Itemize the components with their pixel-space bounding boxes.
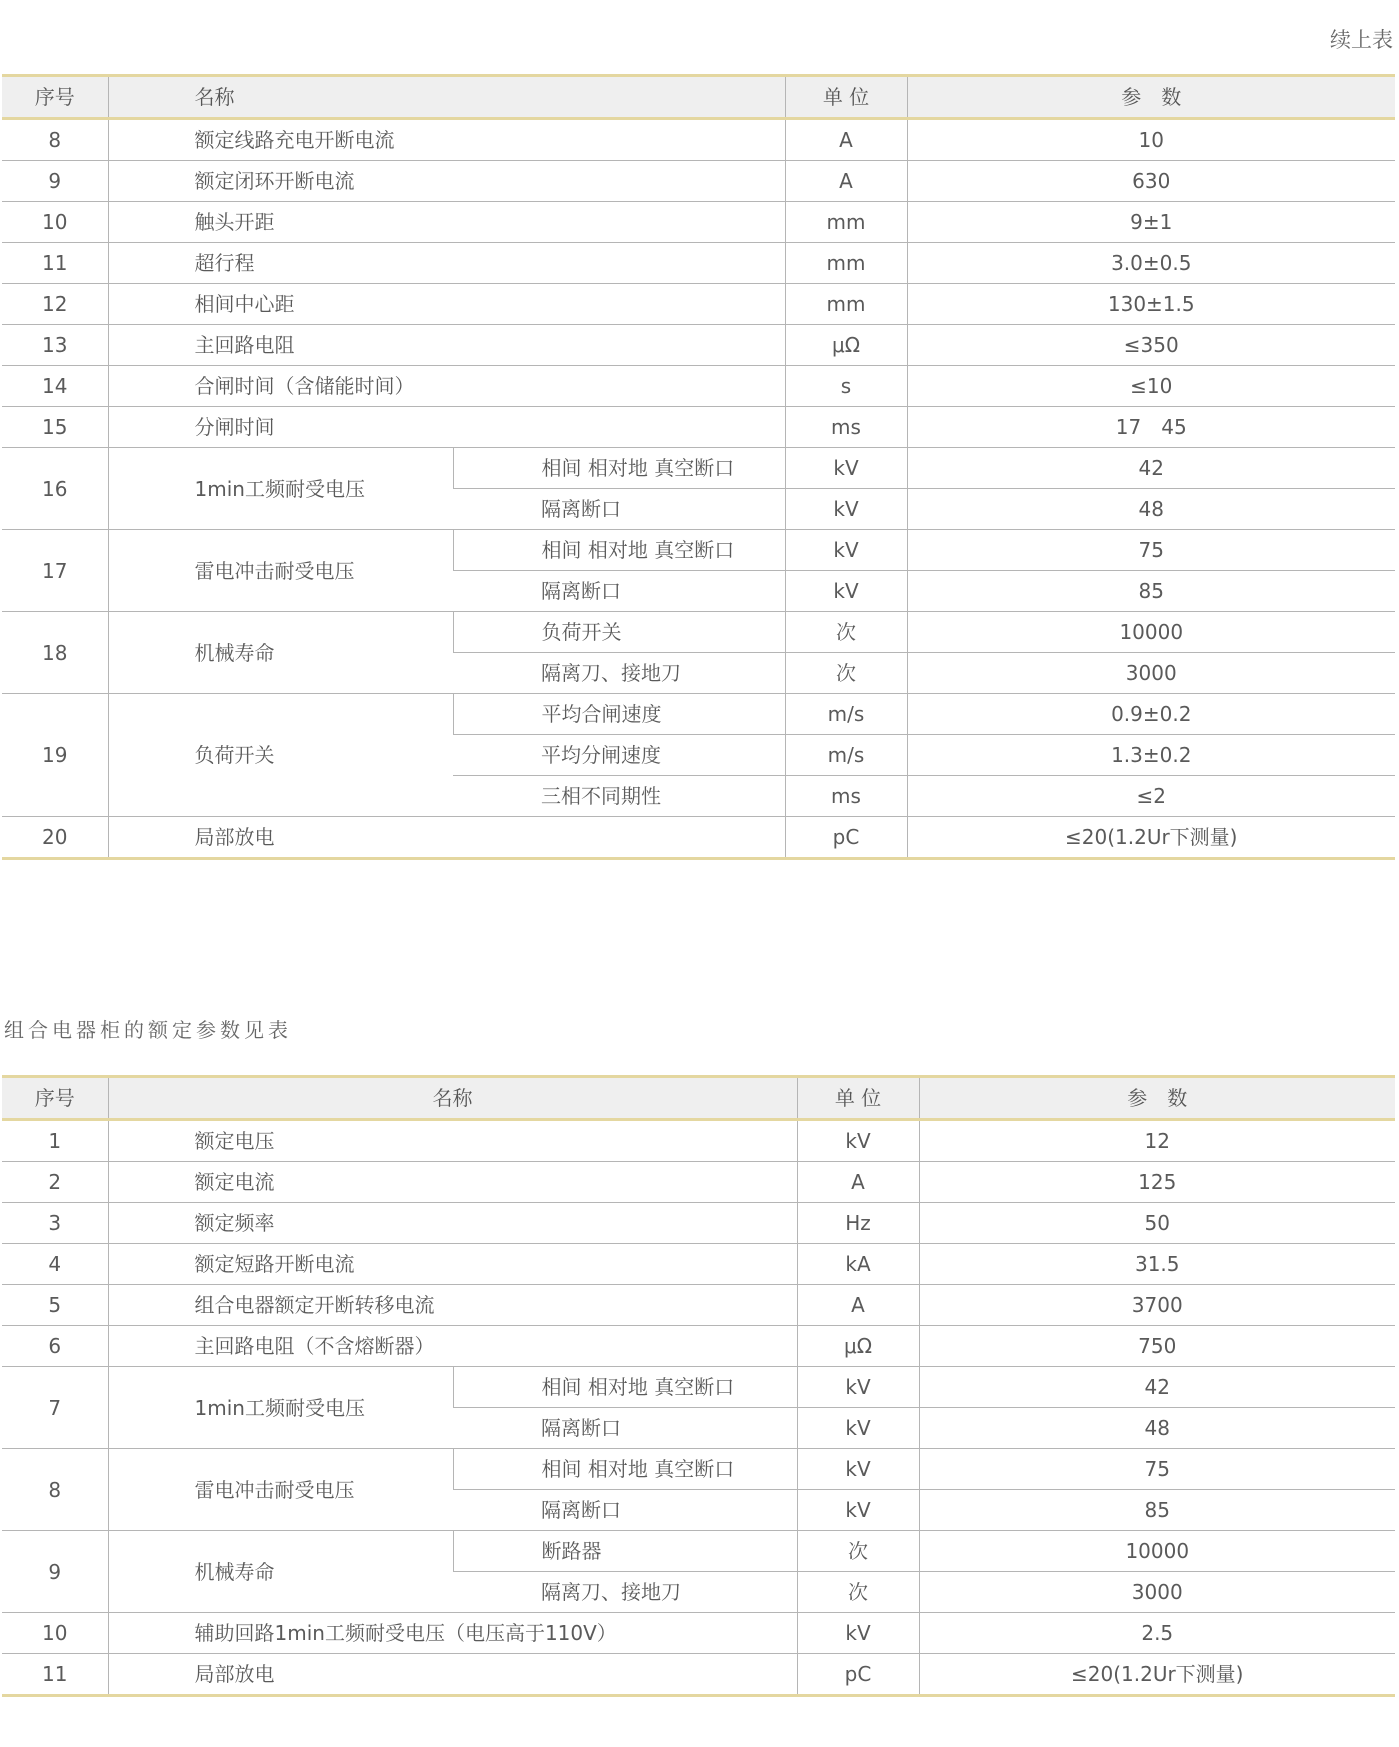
row-value: 31.5 <box>919 1244 1395 1285</box>
row-name: 雷电冲击耐受电压 <box>108 530 453 612</box>
table-row <box>2 284 1395 325</box>
row-sub: 隔离刀、接地刀 <box>453 1572 797 1613</box>
row-value: 48 <box>907 489 1395 530</box>
header-unit: 单 位 <box>797 1077 919 1120</box>
table-header-row <box>2 76 1395 119</box>
table-row <box>2 407 1395 448</box>
row-sub: 相间 相对地 真空断口 <box>453 448 785 489</box>
row-no: 19 <box>2 694 108 817</box>
table-caption: 组合电器柜的额定参数见表 <box>4 1018 292 1042</box>
row-unit: kV <box>785 448 907 489</box>
row-name: 超行程 <box>108 243 785 284</box>
row-no: 5 <box>2 1285 108 1326</box>
row-unit: kV <box>785 571 907 612</box>
row-no: 3 <box>2 1203 108 1244</box>
row-sub: 相间 相对地 真空断口 <box>453 530 785 571</box>
row-no: 9 <box>2 1531 108 1613</box>
row-unit: ms <box>785 776 907 817</box>
row-unit: 次 <box>797 1572 919 1613</box>
row-no: 15 <box>2 407 108 448</box>
row-name: 额定短路开断电流 <box>108 1244 797 1285</box>
row-value: 2.5 <box>919 1613 1395 1654</box>
parameter-table-continued <box>2 74 1395 860</box>
row-value: ≤2 <box>907 776 1395 817</box>
row-unit: kV <box>785 530 907 571</box>
table-row <box>2 1531 1395 1572</box>
continued-label: 续上表 <box>1330 28 1393 52</box>
row-name: 额定电流 <box>108 1162 797 1203</box>
row-no: 20 <box>2 817 108 859</box>
row-no: 8 <box>2 119 108 161</box>
row-no: 12 <box>2 284 108 325</box>
row-no: 18 <box>2 612 108 694</box>
row-no: 16 <box>2 448 108 530</box>
row-unit: kV <box>797 1408 919 1449</box>
row-name: 辅助回路1min工频耐受电压（电压高于110V） <box>108 1613 797 1654</box>
row-name: 分闸时间 <box>108 407 785 448</box>
table-row <box>2 1285 1395 1326</box>
row-unit: A <box>785 161 907 202</box>
row-name: 1min工频耐受电压 <box>108 448 453 530</box>
row-sub: 平均合闸速度 <box>453 694 785 735</box>
row-value: 3.0±0.5 <box>907 243 1395 284</box>
row-value: 12 <box>919 1120 1395 1162</box>
table-row <box>2 119 1395 161</box>
row-unit: kV <box>797 1613 919 1654</box>
row-no: 6 <box>2 1326 108 1367</box>
row-value: 10000 <box>907 612 1395 653</box>
row-sub: 隔离刀、接地刀 <box>453 653 785 694</box>
row-value: 85 <box>907 571 1395 612</box>
row-value: 130±1.5 <box>907 284 1395 325</box>
table-row <box>2 243 1395 284</box>
table-row <box>2 366 1395 407</box>
row-value: ≤20(1.2Ur下测量) <box>919 1654 1395 1696</box>
header-value: 参 数 <box>907 76 1395 119</box>
row-name: 主回路电阻（不含熔断器） <box>108 1326 797 1367</box>
row-no: 7 <box>2 1367 108 1449</box>
row-unit: μΩ <box>797 1326 919 1367</box>
row-sub: 断路器 <box>453 1531 797 1572</box>
row-name: 负荷开关 <box>108 694 453 817</box>
header-value: 参 数 <box>919 1077 1395 1120</box>
row-unit: m/s <box>785 735 907 776</box>
header-no: 序号 <box>2 76 108 119</box>
row-name: 触头开距 <box>108 202 785 243</box>
row-no: 9 <box>2 161 108 202</box>
header-name: 名称 <box>108 76 785 119</box>
row-value: 9±1 <box>907 202 1395 243</box>
row-value: 17 45 <box>907 407 1395 448</box>
row-name: 局部放电 <box>108 817 785 859</box>
row-unit: 次 <box>797 1531 919 1572</box>
table-header-row <box>2 1077 1395 1120</box>
row-sub: 隔离断口 <box>453 1408 797 1449</box>
row-value: 75 <box>919 1449 1395 1490</box>
row-sub: 隔离断口 <box>453 1490 797 1531</box>
row-sub: 相间 相对地 真空断口 <box>453 1449 797 1490</box>
header-unit: 单 位 <box>785 76 907 119</box>
table-row <box>2 1654 1395 1696</box>
row-unit: mm <box>785 284 907 325</box>
row-value: 750 <box>919 1326 1395 1367</box>
row-unit: Hz <box>797 1203 919 1244</box>
row-unit: 次 <box>785 653 907 694</box>
row-unit: s <box>785 366 907 407</box>
row-unit: 次 <box>785 612 907 653</box>
row-no: 14 <box>2 366 108 407</box>
row-name: 局部放电 <box>108 1654 797 1696</box>
row-no: 2 <box>2 1162 108 1203</box>
table-row <box>2 530 1395 571</box>
table-row <box>2 1203 1395 1244</box>
combined-apparatus-parameter-table <box>2 1075 1395 1697</box>
row-sub: 隔离断口 <box>453 571 785 612</box>
row-no: 17 <box>2 530 108 612</box>
table-row <box>2 1326 1395 1367</box>
row-unit: A <box>797 1162 919 1203</box>
row-no: 10 <box>2 1613 108 1654</box>
row-value: 42 <box>907 448 1395 489</box>
row-unit: ms <box>785 407 907 448</box>
header-no: 序号 <box>2 1077 108 1120</box>
row-sub: 三相不同期性 <box>453 776 785 817</box>
row-value: 42 <box>919 1367 1395 1408</box>
row-unit: kA <box>797 1244 919 1285</box>
table-row <box>2 1244 1395 1285</box>
row-name: 额定电压 <box>108 1120 797 1162</box>
row-sub: 隔离断口 <box>453 489 785 530</box>
row-unit: kV <box>785 489 907 530</box>
table-row <box>2 1449 1395 1490</box>
table-row <box>2 1613 1395 1654</box>
row-name: 合闸时间（含储能时间） <box>108 366 785 407</box>
row-no: 11 <box>2 243 108 284</box>
row-sub: 负荷开关 <box>453 612 785 653</box>
row-unit: pC <box>785 817 907 859</box>
row-name: 额定线路充电开断电流 <box>108 119 785 161</box>
table-row <box>2 817 1395 859</box>
row-no: 4 <box>2 1244 108 1285</box>
row-value: 125 <box>919 1162 1395 1203</box>
row-unit: A <box>797 1285 919 1326</box>
row-value: 3000 <box>919 1572 1395 1613</box>
row-unit: A <box>785 119 907 161</box>
row-value: 50 <box>919 1203 1395 1244</box>
row-value: 48 <box>919 1408 1395 1449</box>
table-row <box>2 448 1395 489</box>
row-value: ≤20(1.2Ur下测量) <box>907 817 1395 859</box>
row-unit: kV <box>797 1367 919 1408</box>
row-value: 75 <box>907 530 1395 571</box>
row-value: ≤10 <box>907 366 1395 407</box>
table-row <box>2 202 1395 243</box>
table-row <box>2 1367 1395 1408</box>
row-unit: kV <box>797 1490 919 1531</box>
row-no: 11 <box>2 1654 108 1696</box>
row-value: 1.3±0.2 <box>907 735 1395 776</box>
table-row <box>2 1120 1395 1162</box>
row-unit: kV <box>797 1449 919 1490</box>
header-name: 名称 <box>108 1077 797 1120</box>
row-value: 10000 <box>919 1531 1395 1572</box>
row-no: 8 <box>2 1449 108 1531</box>
row-name: 主回路电阻 <box>108 325 785 366</box>
row-sub: 相间 相对地 真空断口 <box>453 1367 797 1408</box>
row-value: 630 <box>907 161 1395 202</box>
row-value: 0.9±0.2 <box>907 694 1395 735</box>
row-unit: m/s <box>785 694 907 735</box>
row-value: ≤350 <box>907 325 1395 366</box>
row-unit: mm <box>785 243 907 284</box>
row-name: 雷电冲击耐受电压 <box>108 1449 453 1531</box>
row-unit: mm <box>785 202 907 243</box>
row-unit: μΩ <box>785 325 907 366</box>
row-value: 3700 <box>919 1285 1395 1326</box>
row-name: 1min工频耐受电压 <box>108 1367 453 1449</box>
row-sub: 平均分闸速度 <box>453 735 785 776</box>
row-no: 13 <box>2 325 108 366</box>
table-row <box>2 612 1395 653</box>
row-name: 组合电器额定开断转移电流 <box>108 1285 797 1326</box>
row-no: 10 <box>2 202 108 243</box>
row-value: 10 <box>907 119 1395 161</box>
table-row <box>2 325 1395 366</box>
row-unit: kV <box>797 1120 919 1162</box>
table-row <box>2 694 1395 735</box>
row-value: 85 <box>919 1490 1395 1531</box>
row-name: 机械寿命 <box>108 1531 453 1613</box>
row-name: 相间中心距 <box>108 284 785 325</box>
row-no: 1 <box>2 1120 108 1162</box>
row-name: 额定闭环开断电流 <box>108 161 785 202</box>
row-unit: pC <box>797 1654 919 1696</box>
table-row <box>2 161 1395 202</box>
row-value: 3000 <box>907 653 1395 694</box>
row-name: 机械寿命 <box>108 612 453 694</box>
row-name: 额定频率 <box>108 1203 797 1244</box>
table-row <box>2 1162 1395 1203</box>
